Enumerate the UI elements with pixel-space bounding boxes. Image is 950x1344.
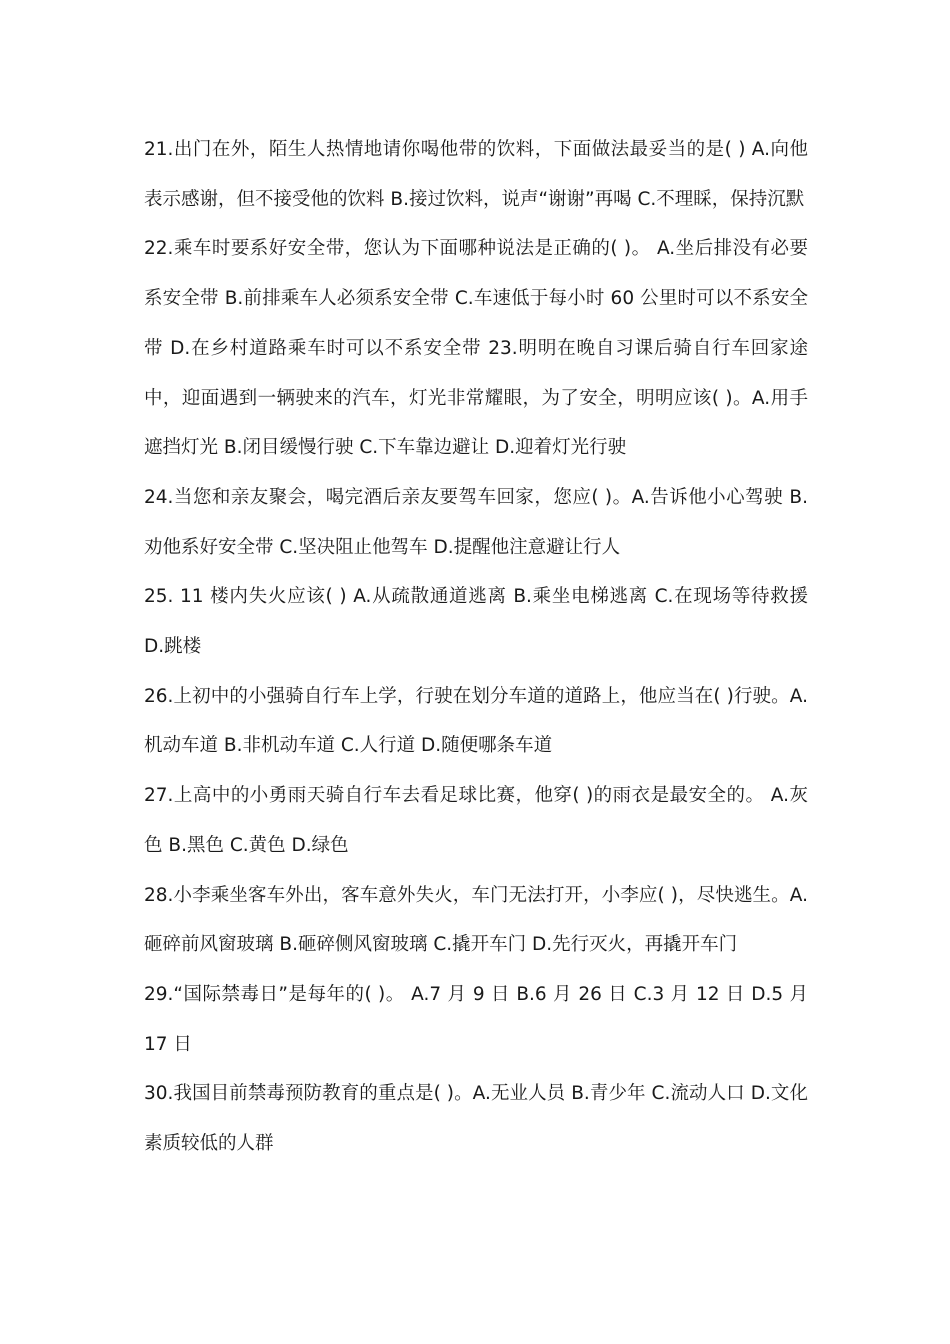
question-21: 21.出门在外，陌生人热情地请你喝他带的饮料，下面做法最妥当的是( ) A.向他表示感谢，但不接受他的饮料 B.接过饮料，说声“谢谢”再喝 C.不理睬，保持沉默 <box>144 139 808 210</box>
question-30: 30.我国目前禁毒预防教育的重点是( )。A.无业人员 B.青少年 C.流动人口 D.文化素质较低的人群 <box>144 1083 808 1155</box>
question-22-23: 22.乘车时要系好安全带，您认为下面哪种说法是正确的( )。 A.坐后排没有必要系安全带 B.前排乘车人必须系安全带 C.车速低于每小时 60 公里时可以不系安全带 D.在乡村道路乘车时可以不系安全带 23.明明在晚自习课后骑自行车回家途中，迎面遇到一辆驶来的汽车，灯光非常耀眼，为了安全，明明应该( )。A.用手遮挡灯光 B.闭目缓慢行驶 C.下车靠边避让 D.迎着灯光行驶 <box>144 238 808 459</box>
question-25: 25. 11 楼内失火应该( ) A.从疏散通道逃离 B.乘坐电梯逃离 C.在现场等待救援 D.跳楼 <box>144 586 808 658</box>
document-page <box>144 125 808 1169</box>
question-27: 27.上高中的小勇雨天骑自行车去看足球比赛，他穿( )的雨衣是最安全的。 A.灰色 B.黑色 C.黄色 D.绿色 <box>144 785 808 856</box>
question-28: 28.小李乘坐客车外出，客车意外失火，车门无法打开，小李应( )，尽快逃生。A.砸碎前风窗玻璃 B.砸碎侧风窗玻璃 C.撬开车门 D.先行灭火，再撬开车门 <box>144 884 808 956</box>
question-24: 24.当您和亲友聚会，喝完酒后亲友要驾车回家，您应( )。A.告诉他小心驾驶 B.劝他系好安全带 C.坚决阻止他驾车 D.提醒他注意避让行人 <box>144 486 808 558</box>
question-26: 26.上初中的小强骑自行车上学，行驶在划分车道的道路上，他应当在( )行驶。A.机动车道 B.非机动车道 C.人行道 D.随便哪条车道 <box>144 685 808 757</box>
question-29: 29.“国际禁毒日”是每年的( )。 A.7 月 9 日 B.6 月 26 日 C.3 月 12 日 D.5 月 17 日 <box>144 983 808 1055</box>
